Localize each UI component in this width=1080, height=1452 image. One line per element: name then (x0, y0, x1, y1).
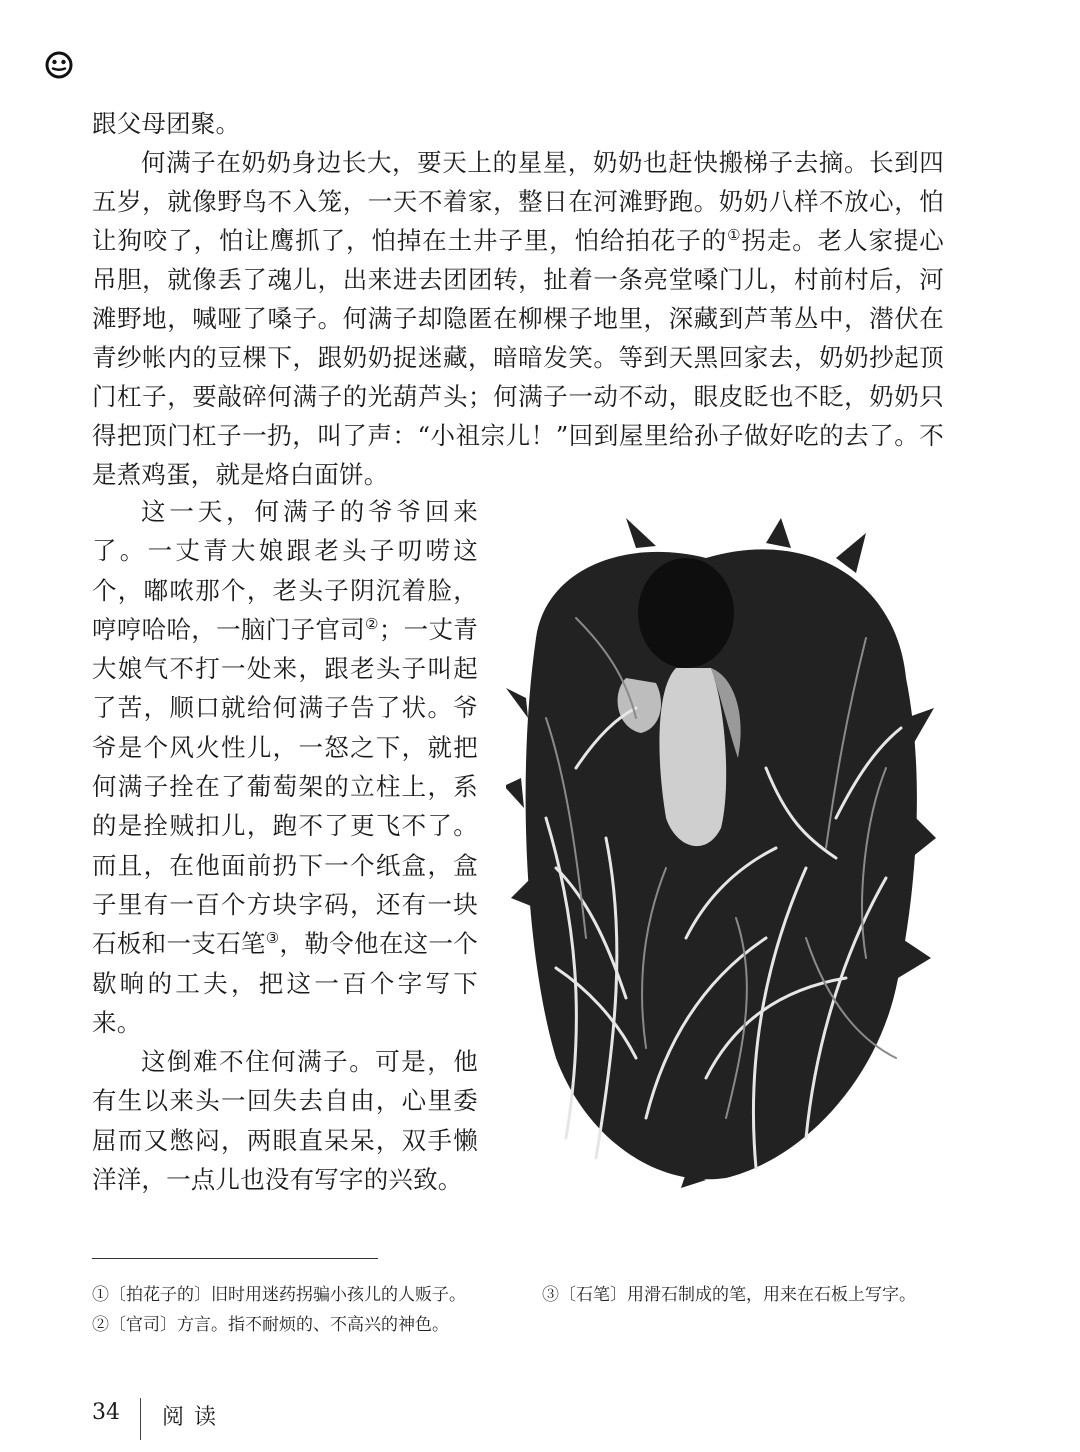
main-text-column (92, 492, 478, 1199)
paragraph-1: 跟父母团聚。 (92, 109, 241, 138)
footnote-ref-1: ① (727, 225, 742, 244)
footnote-2: ②〔官司〕方言。指不耐烦的、不高兴的神色。 (92, 1315, 449, 1335)
page-number: 34 (92, 1400, 120, 1425)
paragraph-4: 这倒难不住何满子。可是，他有生以来头一回失去自由，心里委屈而又憋闷，两眼直呆呆，双手懒洋洋，一点儿也没有写字的兴致。 (92, 1047, 478, 1195)
footnote-3: ③〔石笔〕用滑石制成的笔，用来在石板上写字。 (542, 1285, 916, 1305)
footnote-ref-2: ② (365, 614, 379, 633)
smiley-face-icon (44, 50, 74, 80)
paragraph-2: 何满子在奶奶身边长大，要天上的星星，奶奶也赶快搬梯子去摘。长到四五岁，就像野鸟不入笼，一天不着家，整日在河滩野跑。奶奶八样不放心，怕让狗咬了，怕让鹰抓了，怕掉在土井子里，怕给拍花子的①拐走。老人家提心吊胆，就像丢了魂儿，出来进去团团转，扯着一条亮堂嗓门儿，村前村后，河滩野地，喊哑了嗓子。何满子却隐匿在柳棵子地里，深藏到芦苇丛中，潜伏在青纱帐内的豆棵下，跟奶奶捉迷藏，暗暗发笑。等到天黑回家去，奶奶抄起顶门杠子，要敲碎何满子的光葫芦头；何满子一动不动，眼皮眨也不眨，奶奶只得把顶门杠子一扔，叫了声：“小祖宗儿！”回到屋里给孙子做好吃的去了。不是煮鸡蛋，就是烙白面饼。 (92, 148, 944, 489)
footnote-divider (92, 1258, 378, 1259)
boy-in-grass-illustration (506, 518, 936, 1188)
section-title: 阅读 (162, 1405, 227, 1430)
paragraph-3: 这一天，何满子的爷爷回来了。一丈青大娘跟老头子叨唠这个，嘟哝那个，老头子阴沉着脸，哼哼哈哈，一脑门子官司②；一丈青大娘气不打一处来，跟老头子叫起了苦，顺口就给何满子告了状。爷爷是个风火性儿，一怒之下，就把何满子拴在了葡萄架的立柱上，系的是拴贼扣儿，跑不了更飞不了。而且，在他面前扔下一个纸盒，盒子里有一百个方块字码，还有一块石板和一支石笔③，勒令他在这一个歇晌的工夫，把这一百个字写下来。 (92, 497, 478, 1037)
main-text-full-width (92, 104, 944, 494)
footnote-1: ①〔拍花子的〕旧时用迷药拐骗小孩儿的人贩子。 (92, 1285, 466, 1305)
footer-separator (140, 1398, 141, 1440)
footnote-ref-3: ③ (265, 929, 280, 948)
